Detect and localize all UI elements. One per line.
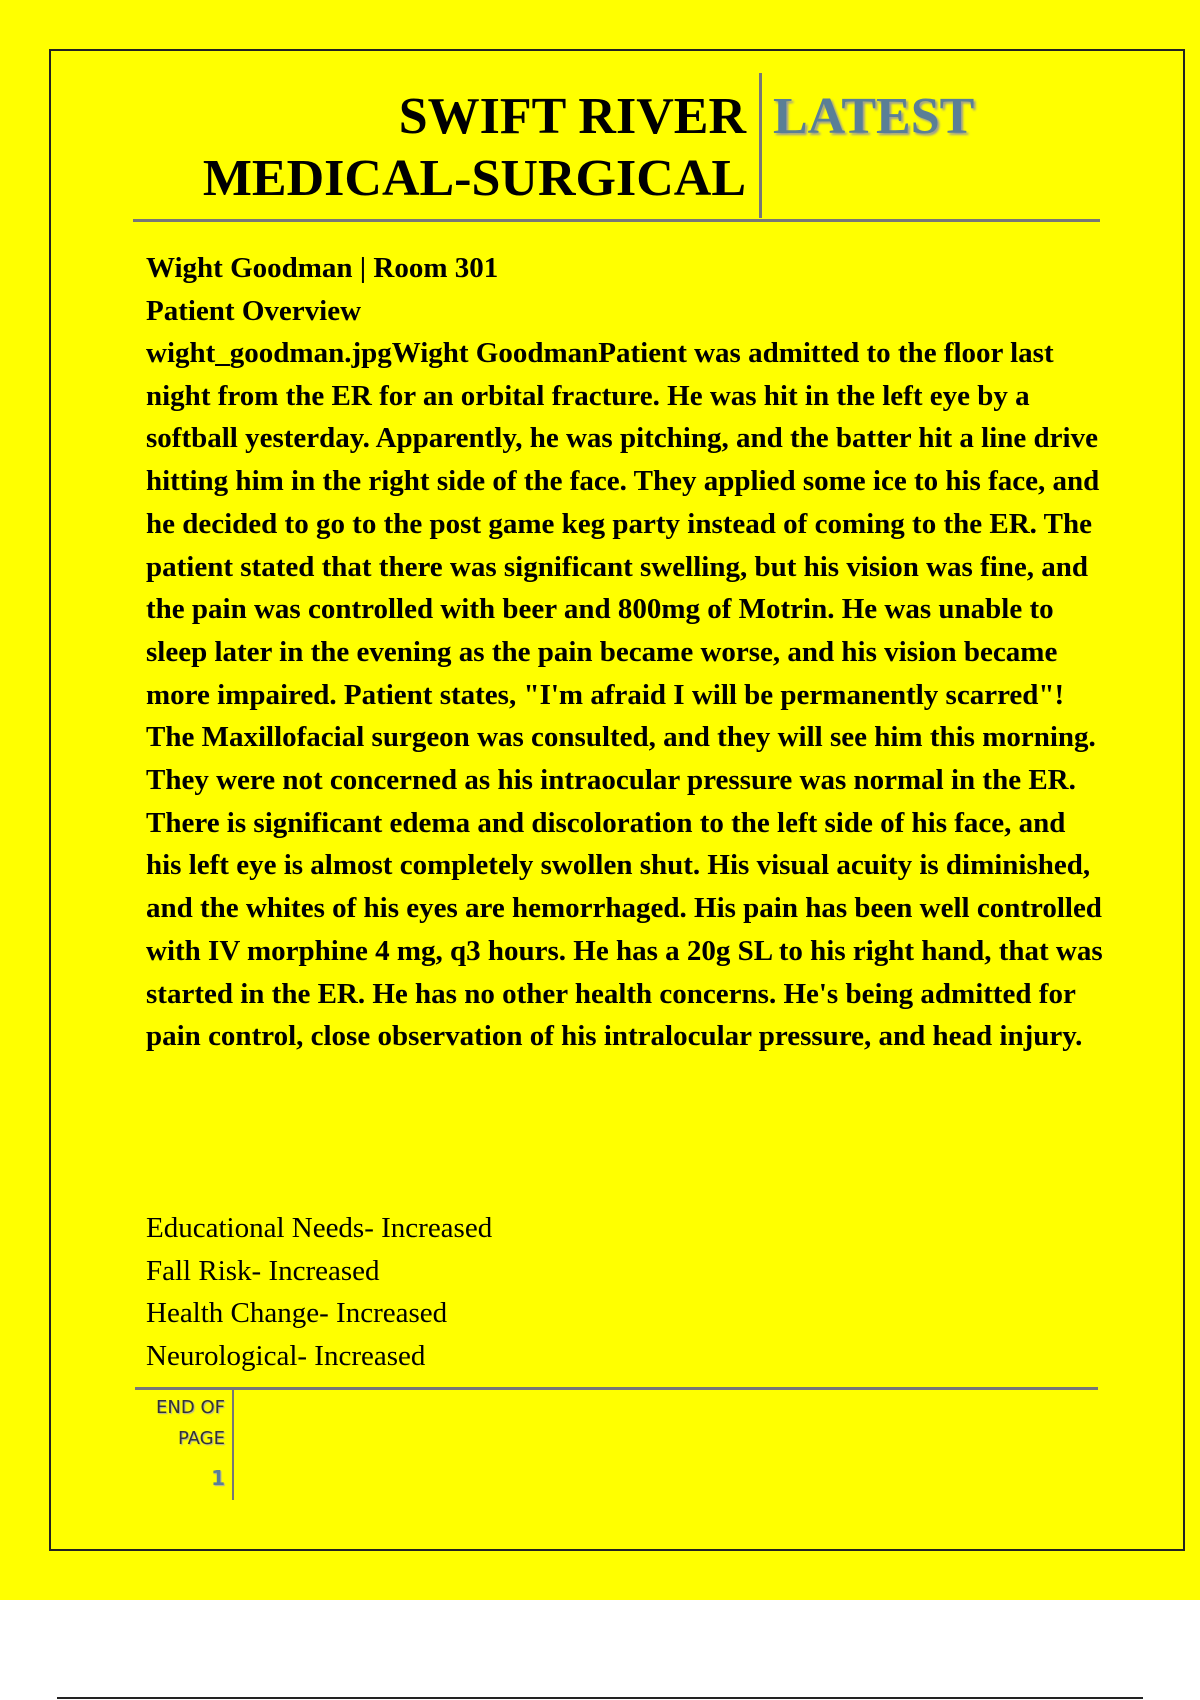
- list-item: Neurological- Increased: [146, 1339, 426, 1372]
- list-item: Educational Needs- Increased: [146, 1212, 493, 1244]
- section-title: Patient Overview: [146, 295, 362, 327]
- footer-rule: [135, 1387, 1098, 1390]
- list-item: Fall Risk- Increased: [146, 1254, 380, 1287]
- end-of-page-label: [140, 1392, 225, 1454]
- patient-narrative: wight_goodman.jpgWight GoodmanPatient was admitted to the floor last night from the ER for an orbital fracture. He was hit in the left eye by a softball yesterday. Apparently, he was pitching, and the batter hit a line drive hitting him in the right side of the face. They applied some ice to his face, and he decided to go to the post game keg party instead of coming to the ER. The patient stated that there was significant swelling, but his vision was fine, and the pain was controlled with beer and 800mg of Motrin. He was unable to sleep later in the evening as the pain became worse, and his vision became more impaired. Patient states, "I'm afraid I will be permanently scarred"! The Maxillofacial surgeon was consulted, and they will see him this morning. They were not concerned as his intraocular pressure was normal in the ER. There is significant edema and discoloration to the left side of his face, and his left eye is almost completely swollen shut. His visual acuity is diminished, and the whites of his eyes are hemorrhaged. His pain has been well controlled with IV morphine 4 mg, q3 hours. He has a 20g SL to his right hand, that was started in the ER. He has no other health concerns. He's being admitted for pain control, close observation of his intralocular pressure, and head injury.: [146, 337, 1103, 1053]
- list-item: Health Change- Increased: [146, 1297, 448, 1329]
- footer-divider: [232, 1390, 234, 1500]
- title-divider: [759, 73, 762, 218]
- header-rule: [133, 219, 1100, 222]
- page-number: 1: [211, 1466, 225, 1490]
- end-label-line-1: END OF: [156, 1397, 225, 1418]
- needs-list: [146, 1207, 492, 1377]
- end-label-line-2: PAGE: [177, 1428, 225, 1449]
- title-line-1: SWIFT RIVER: [398, 88, 746, 145]
- title-line-2: MEDICAL-SURGICAL: [202, 150, 746, 207]
- latest-tagline: LATEST: [773, 88, 975, 145]
- bottom-rule: [57, 1697, 1143, 1699]
- document-title: [120, 86, 746, 210]
- patient-heading: Wight Goodman | Room 301: [146, 252, 499, 284]
